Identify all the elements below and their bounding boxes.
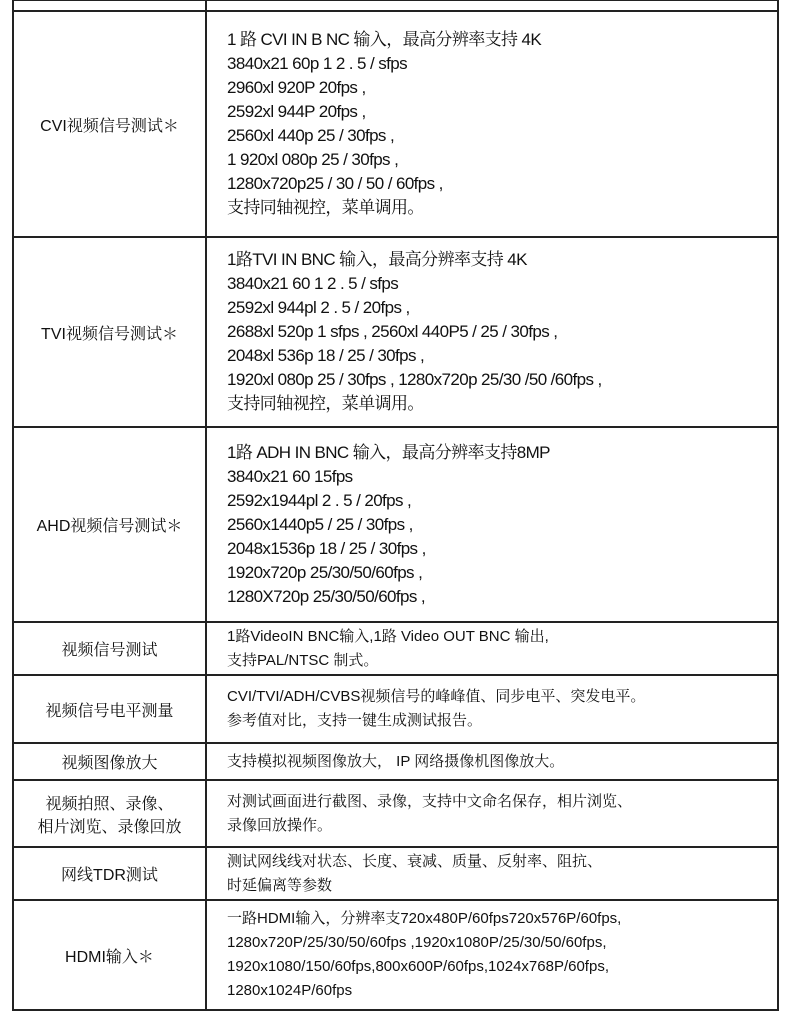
- description-line: 2592x1944pl 2 . 5 / 20fps ,: [227, 490, 412, 510]
- feature-description: [206, 743, 778, 780]
- feature-name: [13, 743, 206, 780]
- feature-description: [206, 900, 778, 1010]
- feature-name: [13, 11, 206, 237]
- feature-description: [206, 11, 778, 237]
- description-line: 2688xl 520p 1 sfps , 2560xl 440P5 / 25 / 30fps ,: [227, 322, 558, 341]
- description-line: 参考值对比，支持一键生成测试报告。: [227, 712, 483, 729]
- description-line: 测试网线线对状态、长度、衰减、质量、反射率、阻抗、: [227, 852, 603, 870]
- feature-name: [13, 780, 206, 847]
- feature-name-text: 视频拍照、录像、: [45, 795, 174, 813]
- feature-name-text: 视频图像放大: [61, 755, 158, 772]
- description-line: 2592xl 944pl 2 . 5 / 20fps ,: [227, 298, 410, 317]
- feature-name-text: 相片浏览、录像回放: [37, 818, 182, 836]
- feature-name-text: 网线TDR测试: [61, 867, 158, 884]
- feature-description: [206, 0, 778, 11]
- feature-name-text: TVI视频信号测试＊: [41, 325, 178, 343]
- table-row: [13, 427, 778, 622]
- feature-description: [206, 780, 778, 847]
- description-line: 2048xl 536p 18 / 25 / 30fps ,: [227, 346, 425, 365]
- table-row: [13, 900, 778, 1010]
- feature-name-text: 视频信号电平测量: [45, 702, 174, 720]
- feature-name-text: AHD视频信号测试＊: [36, 518, 183, 535]
- feature-description: [206, 427, 778, 622]
- description-line: 支持同轴视控，菜单调用。: [227, 198, 424, 217]
- feature-name: [13, 0, 206, 11]
- description-line: 1280x720P/25/30/50/60fps ,1920x1080P/25/30/50/60fps,: [227, 934, 607, 951]
- description-line: 2592xl 944P 20fps ,: [227, 102, 366, 121]
- feature-name: [13, 900, 206, 1010]
- description-line: 2960xl 920P 20fps ,: [227, 78, 366, 97]
- table-row: [13, 622, 778, 675]
- description-line: 1280X720p 25/30/50/60fps ,: [227, 586, 426, 606]
- description-line: CVI/TVI/ADH/CVBS视频信号的峰峰值、同步电平、突发电平。: [227, 688, 646, 705]
- description-line: 1路VideoIN BNC输入,1路 Video OUT BNC 输出,: [227, 627, 549, 645]
- description-line: 3840x21 60p 1 2 . 5 / sfps: [227, 54, 408, 73]
- feature-description: [206, 675, 778, 743]
- description-line: 支持PAL/NTSC 制式。: [227, 651, 379, 669]
- table-row: [13, 743, 778, 780]
- description-line: 2560xl 440p 25 / 30fps ,: [227, 126, 395, 145]
- table-row: [13, 675, 778, 743]
- feature-name-text: HDMI输入＊: [65, 948, 154, 966]
- feature-description: [206, 847, 778, 900]
- description-line: 1920xl 080p 25 / 30fps , 1280x720p 25/30 /50 /60fps ,: [227, 370, 602, 389]
- description-line: 对测试画面进行截图、录像，支持中文命名保存，相片浏览、: [227, 792, 633, 810]
- description-line: 1280x720p25 / 30 / 50 / 60fps ,: [227, 174, 443, 193]
- table-row: [13, 0, 778, 11]
- table-row: [13, 847, 778, 900]
- table-row: [13, 237, 778, 427]
- feature-name-text: CVI视频信号测试＊: [40, 117, 179, 135]
- feature-name: [13, 622, 206, 675]
- feature-name: [13, 675, 206, 743]
- description-line: 1路 ADH IN BNC 输入，最高分辨率支持8MP: [227, 442, 550, 462]
- table-row: [13, 11, 778, 237]
- feature-name: [13, 237, 206, 427]
- description-line: 支持模拟视频图像放大， IP 网络摄像机图像放大。: [227, 752, 565, 770]
- feature-name-text: 视频信号测试: [61, 642, 158, 659]
- description-line: 1 路 CVI IN B NC 输入，最高分辨率支持 4K: [227, 30, 542, 49]
- description-line: 时延偏离等参数: [227, 876, 333, 894]
- description-line: 1 920xl 080p 25 / 30fps ,: [227, 150, 399, 169]
- description-line: 1920x1080/150/60fps,800x600P/60fps,1024x768P/60fps,: [227, 958, 609, 975]
- feature-name: [13, 427, 206, 622]
- description-line: 录像回放操作。: [227, 816, 333, 834]
- feature-description: [206, 622, 778, 675]
- description-line: 3840x21 60 1 2 . 5 / sfps: [227, 274, 399, 293]
- description-line: 1路TVI IN BNC 输入，最高分辨率支持 4K: [227, 250, 527, 269]
- description-line: 1920x720p 25/30/50/60fps ,: [227, 562, 423, 582]
- description-line: 1280x1024P/60fps: [227, 982, 353, 999]
- description-line: 2048x1536p 18 / 25 / 30fps ,: [227, 538, 426, 558]
- description-line: 3840x21 60 15fps: [227, 466, 353, 486]
- spec-table: [12, 0, 779, 1011]
- feature-name: [13, 847, 206, 900]
- description-line: 2560x1440p5 / 25 / 30fps ,: [227, 514, 413, 534]
- description-line: 一路HDMI输入，分辨率支720x480P/60fps720x576P/60fps,: [227, 910, 622, 927]
- table-row: [13, 780, 778, 847]
- description-line: 支持同轴视控，菜单调用。: [227, 394, 424, 413]
- feature-description: [206, 237, 778, 427]
